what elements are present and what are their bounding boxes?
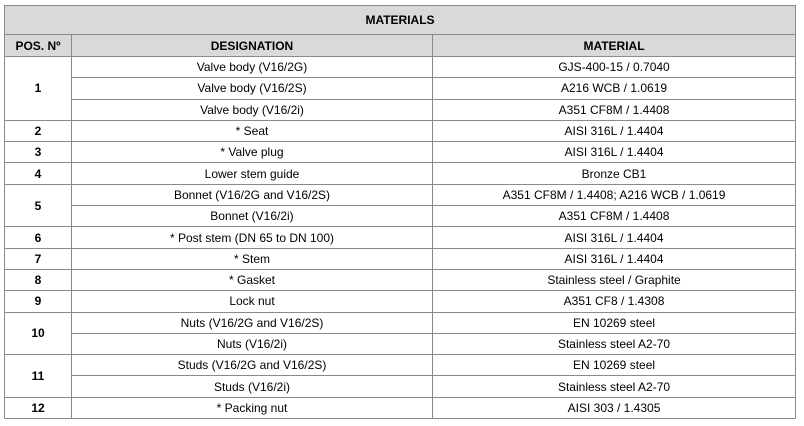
table-row <box>5 376 796 397</box>
pos-cell: 2 <box>5 120 72 141</box>
designation-cell: * Stem <box>72 248 433 269</box>
materials-table <box>4 5 796 419</box>
material-cell: EN 10269 steel <box>433 312 796 333</box>
designation-cell: Studs (V16/2i) <box>72 376 433 397</box>
table-row <box>5 248 796 269</box>
designation-cell: * Post stem (DN 65 to DN 100) <box>72 227 433 248</box>
table-row <box>5 142 796 163</box>
designation-cell: * Seat <box>72 120 433 141</box>
material-cell: EN 10269 steel <box>433 355 796 376</box>
material-cell: Stainless steel A2-70 <box>433 376 796 397</box>
material-cell: GJS-400-15 / 0.7040 <box>433 57 796 78</box>
pos-cell: 12 <box>5 397 72 418</box>
designation-cell: Valve body (V16/2G) <box>72 57 433 78</box>
pos-cell: 4 <box>5 163 72 184</box>
table-row <box>5 99 796 120</box>
pos-cell: 10 <box>5 312 72 355</box>
table-row <box>5 355 796 376</box>
pos-cell: 8 <box>5 269 72 290</box>
table-title: MATERIALS <box>5 6 796 35</box>
designation-cell: Nuts (V16/2i) <box>72 333 433 354</box>
designation-cell: Bonnet (V16/2i) <box>72 206 433 227</box>
table-row <box>5 78 796 99</box>
material-cell: A351 CF8M / 1.4408 <box>433 99 796 120</box>
pos-cell: 7 <box>5 248 72 269</box>
pos-cell: 3 <box>5 142 72 163</box>
material-cell: A351 CF8 / 1.4308 <box>433 291 796 312</box>
material-cell: A216 WCB / 1.0619 <box>433 78 796 99</box>
header-designation: DESIGNATION <box>72 35 433 57</box>
material-cell: Stainless steel / Graphite <box>433 269 796 290</box>
designation-cell: Studs (V16/2G and V16/2S) <box>72 355 433 376</box>
pos-cell: 1 <box>5 57 72 121</box>
designation-cell: * Gasket <box>72 269 433 290</box>
table-row <box>5 206 796 227</box>
materials-body <box>5 57 796 419</box>
header-material: MATERIAL <box>433 35 796 57</box>
material-cell: AISI 316L / 1.4404 <box>433 227 796 248</box>
designation-cell: Lower stem guide <box>72 163 433 184</box>
designation-cell: Nuts (V16/2G and V16/2S) <box>72 312 433 333</box>
table-row <box>5 312 796 333</box>
material-cell: AISI 303 / 1.4305 <box>433 397 796 418</box>
pos-cell: 11 <box>5 355 72 398</box>
material-cell: Stainless steel A2-70 <box>433 333 796 354</box>
material-cell: AISI 316L / 1.4404 <box>433 248 796 269</box>
designation-cell: Valve body (V16/2S) <box>72 78 433 99</box>
material-cell: A351 CF8M / 1.4408; A216 WCB / 1.0619 <box>433 184 796 205</box>
designation-cell: * Packing nut <box>72 397 433 418</box>
material-cell: AISI 316L / 1.4404 <box>433 120 796 141</box>
table-row <box>5 269 796 290</box>
material-cell: Bronze CB1 <box>433 163 796 184</box>
pos-cell: 9 <box>5 291 72 312</box>
designation-cell: Bonnet (V16/2G and V16/2S) <box>72 184 433 205</box>
table-row <box>5 291 796 312</box>
header-pos: POS. Nº <box>5 35 72 57</box>
table-row <box>5 120 796 141</box>
material-cell: AISI 316L / 1.4404 <box>433 142 796 163</box>
pos-cell: 6 <box>5 227 72 248</box>
pos-cell: 5 <box>5 184 72 227</box>
table-row <box>5 57 796 78</box>
designation-cell: Lock nut <box>72 291 433 312</box>
designation-cell: * Valve plug <box>72 142 433 163</box>
table-row <box>5 333 796 354</box>
table-row <box>5 397 796 418</box>
material-cell: A351 CF8M / 1.4408 <box>433 206 796 227</box>
designation-cell: Valve body (V16/2i) <box>72 99 433 120</box>
table-row <box>5 184 796 205</box>
table-row <box>5 227 796 248</box>
table-row <box>5 163 796 184</box>
